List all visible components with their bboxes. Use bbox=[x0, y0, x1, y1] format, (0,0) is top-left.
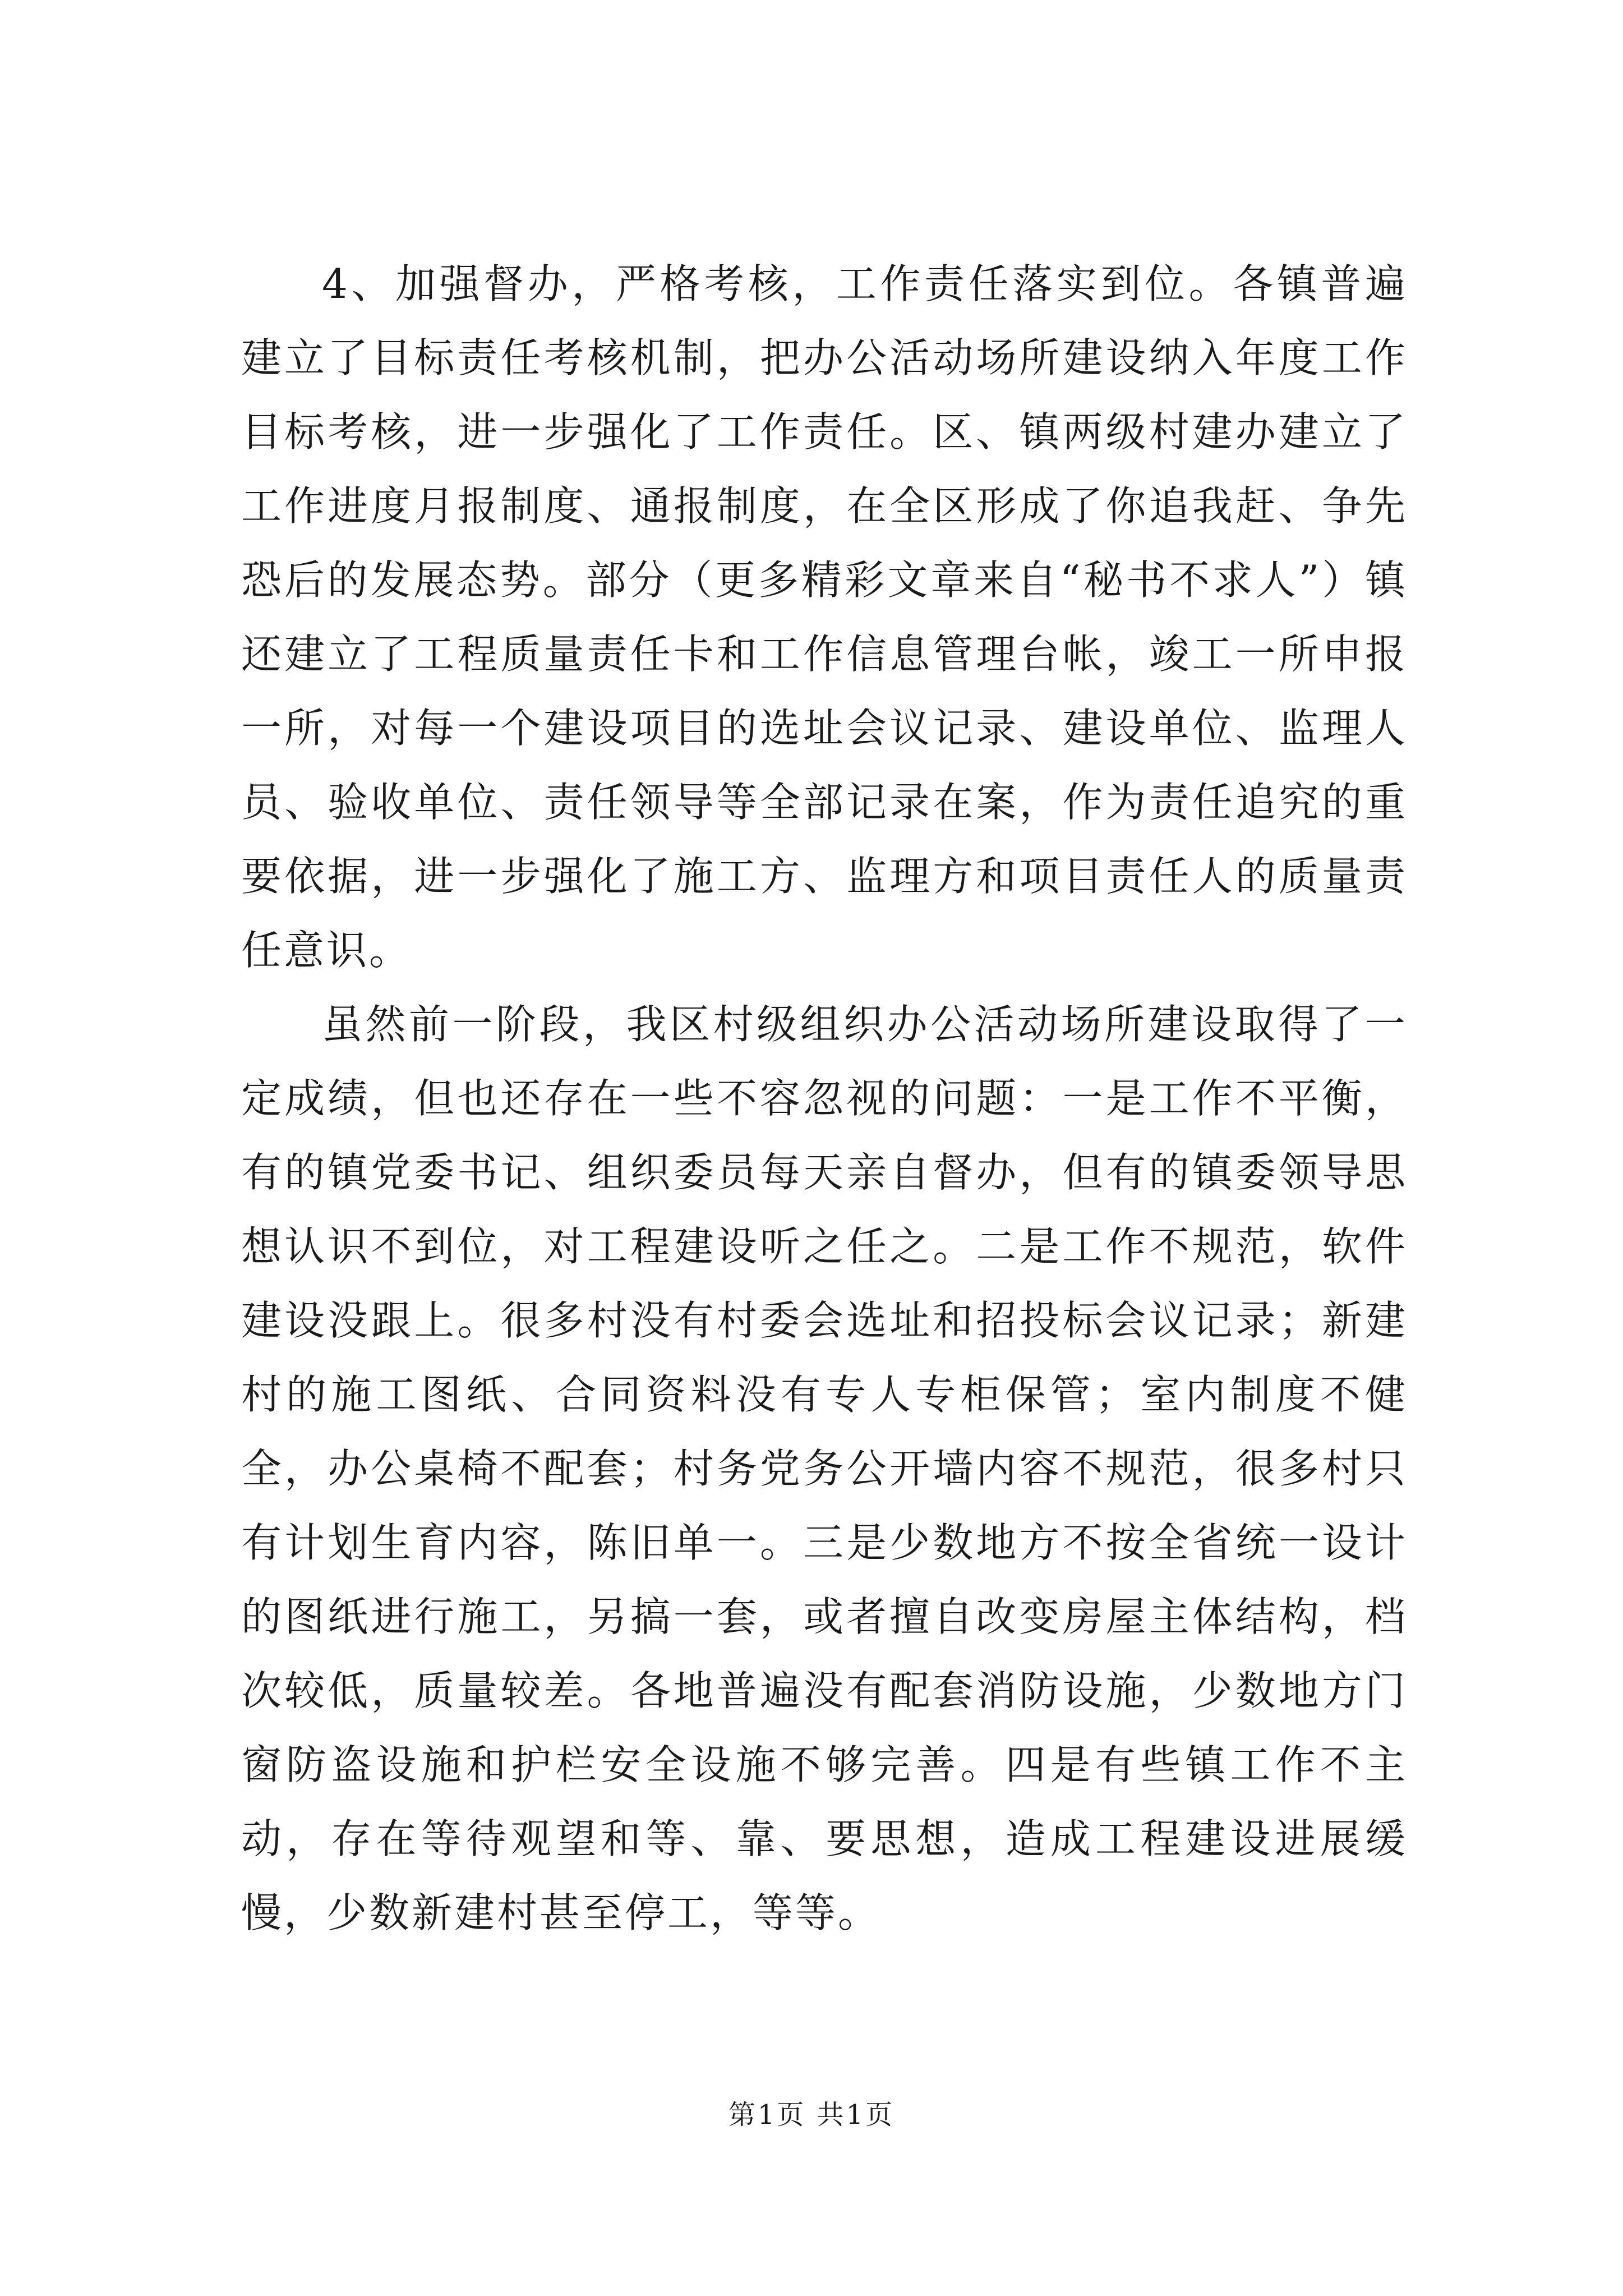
page-footer: 第1页 共1页 bbox=[728, 2099, 895, 2131]
paragraph-problems: 虽然前一阶段，我区村级组织办公活动场所建设取得了一定成绩，但也还存在一些不容忽视的问题：一是工作不平衡，有的镇党委书记、组织委员每天亲自督办，但有的镇委领导思想认识不到位，对工程建设听之任之。二是工作不规范，软件建设没跟上。很多村没有村委会选址和招投标会议记录；新建村的施工图纸、合同资料没有专人专柜保管；室内制度不健全，办公桌椅不配套；村务党务公开墙内容不规范，很多村只有计划生育内容，陈旧单一。三是少数地方不按全省统一设计的图纸进行施工，另搞一套，或者擅自改变房屋主体结构，档次较低，质量较差。各地普遍没有配套消防设施，少数地方门窗防盗设施和护栏安全设施不够完善。四是有些镇工作不主动，存在等待观望和等、靠、要思想，造成工程建设进展缓慢，少数新建村甚至停工，等等。 bbox=[241, 1001, 1408, 1936]
paragraph-supervision: 4、加强督办，严格考核，工作责任落实到位。各镇普遍建立了目标责任考核机制，把办公活动场所建设纳入年度工作目标考核，进一步强化了工作责任。区、镇两级村建办建立了工作进度月报制度、通报制度，在全区形成了你追我赶、争先恐后的发展态势。部分（更多精彩文章来自“秘书不求人”）镇还建立了工程质量责任卡和工作信息管理台帐，竣工一所申报一所，对每一个建设项目的选址会议记录、建设单位、监理人员、验收单位、责任领导等全部记录在案，作为责任追究的重要依据，进一步强化了施工方、监理方和项目责任人的质量责任意识。 bbox=[241, 260, 1408, 974]
document-body bbox=[241, 247, 1408, 1950]
